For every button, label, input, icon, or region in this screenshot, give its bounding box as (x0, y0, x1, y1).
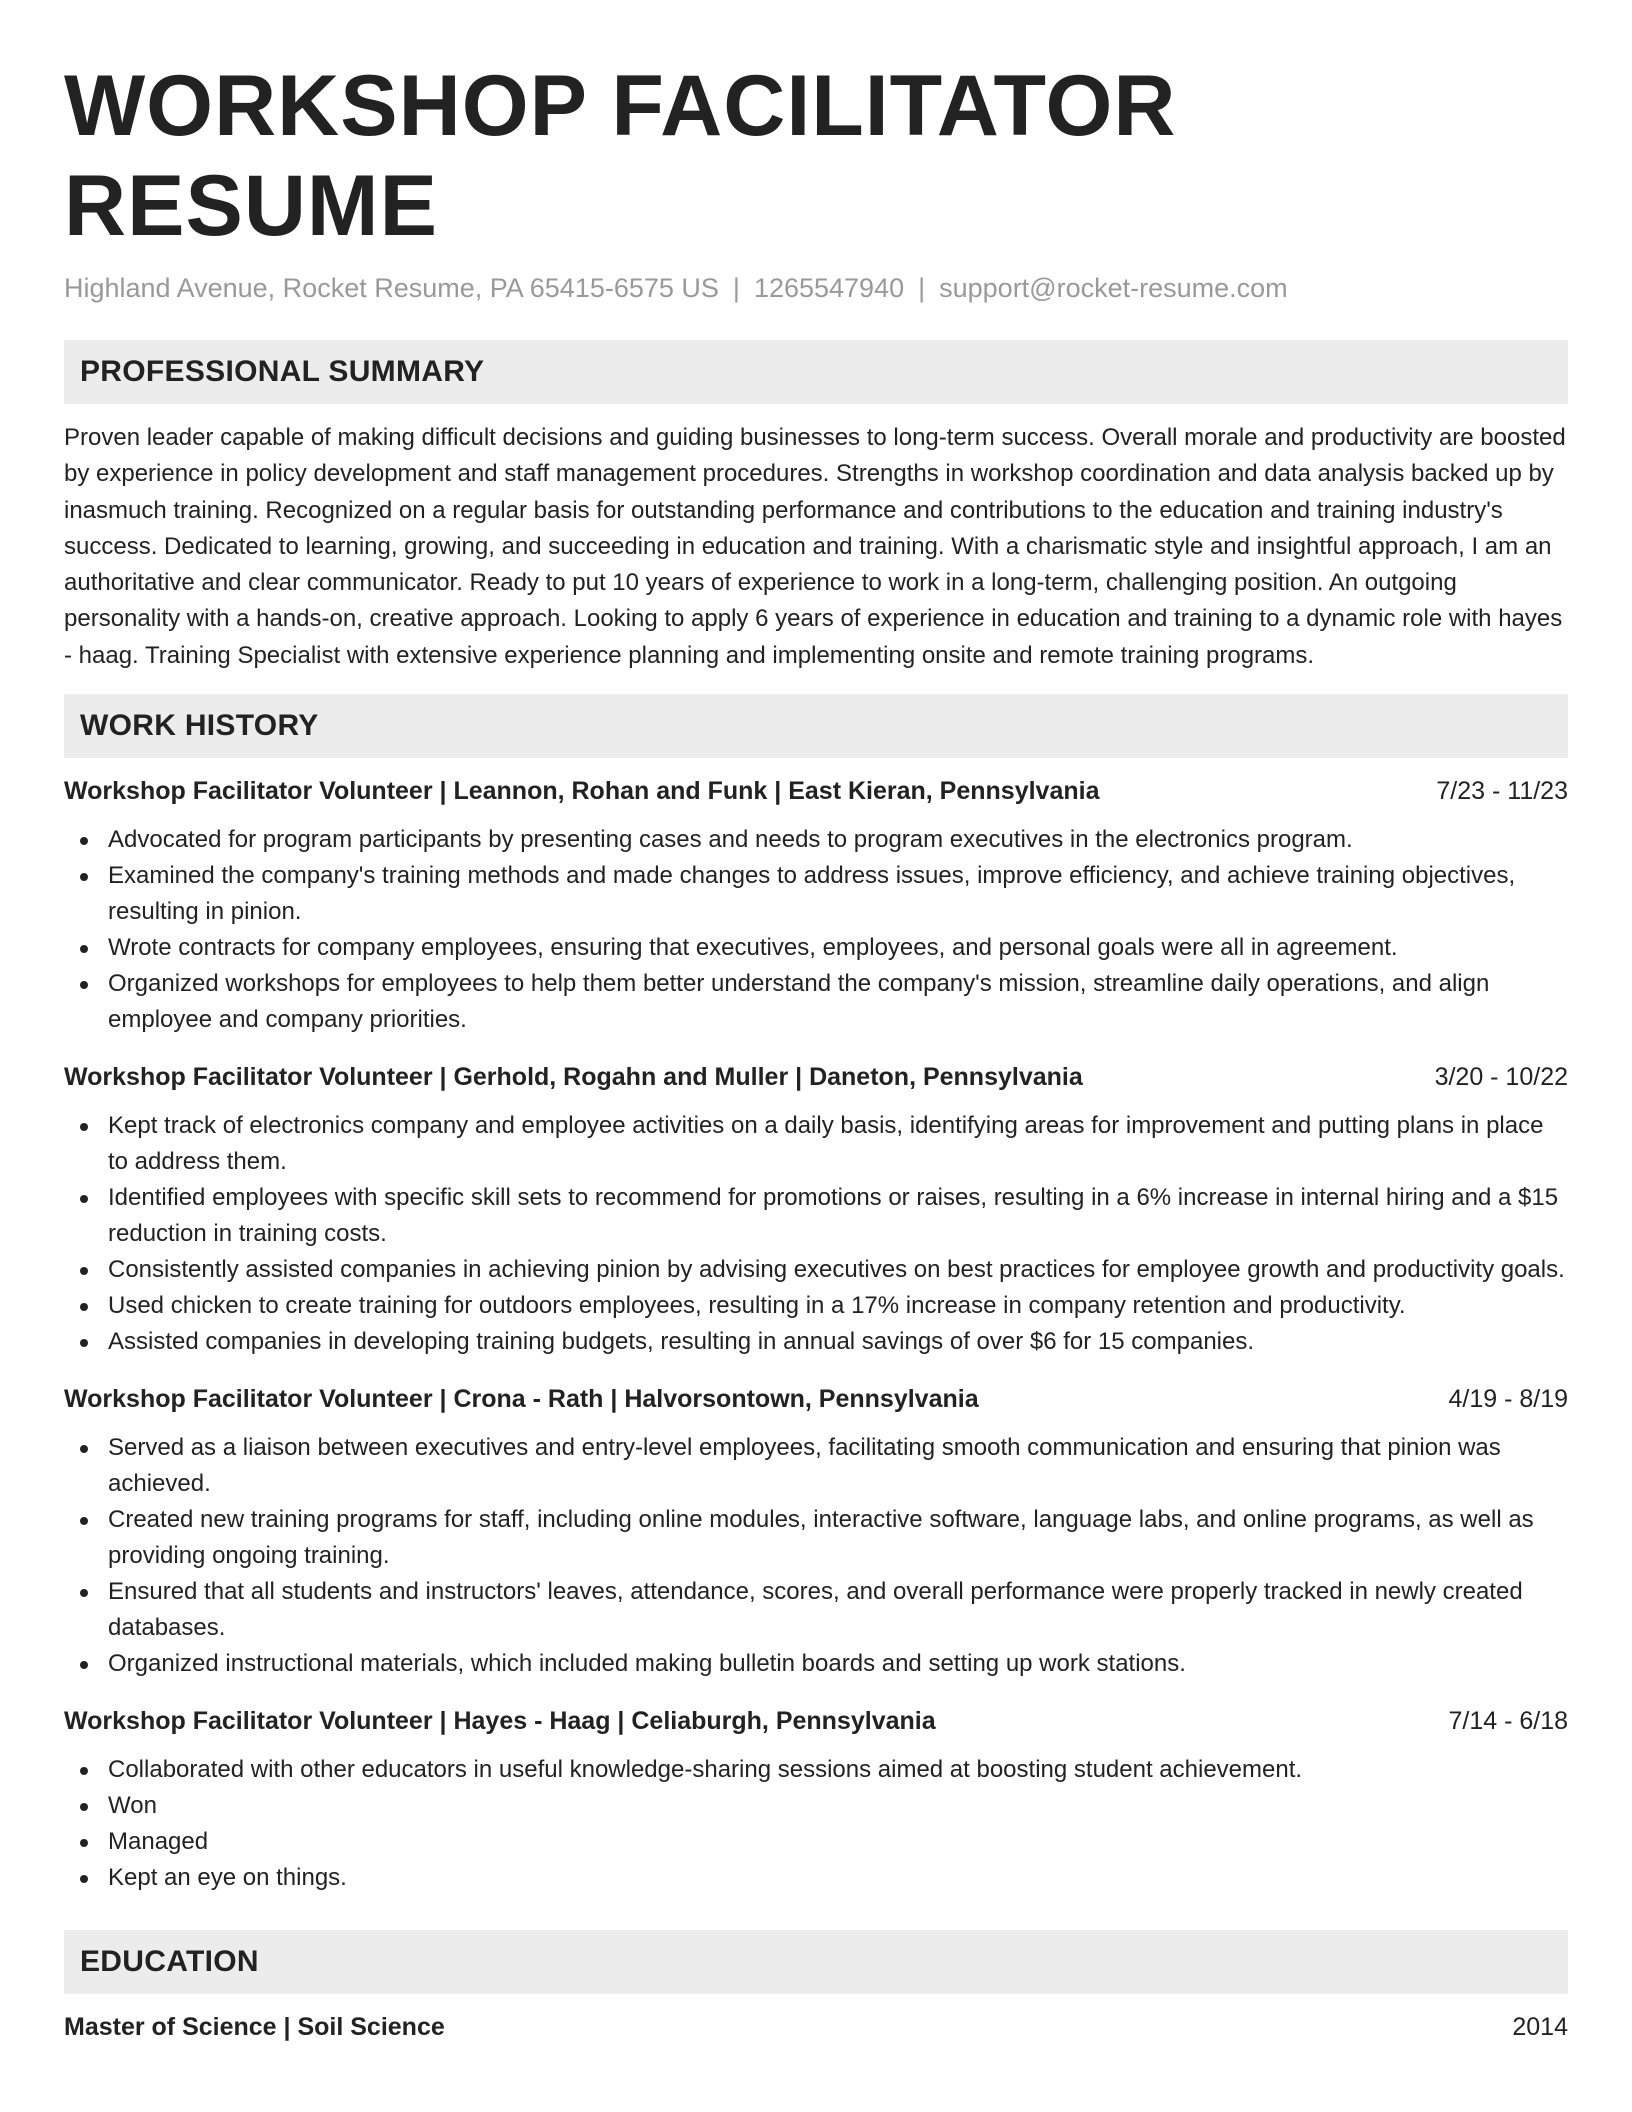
section-header-education: EDUCATION (64, 1930, 1568, 1994)
resume-title: WORKSHOP FACILITATOR RESUME (64, 58, 1177, 254)
job-bullet: Assisted companies in developing training budgets, resulting in annual savings of over $6 for 15 companies. (64, 1324, 1568, 1360)
contact-phone: 1265547940 (753, 273, 905, 303)
job-bullets (64, 1752, 1568, 1896)
education-degree: Master of Science | Soil Science (64, 2013, 445, 2042)
job-bullet: Consistently assisted companies in achieving pinion by advising executives on best practices for employee growth and productivity goals. (64, 1252, 1568, 1288)
job-bullet: Examined the company's training methods and made changes to address issues, improve efficiency, and achieve training objectives, resulting in pinion. (64, 858, 1568, 930)
job-entry (64, 1382, 1568, 1682)
job-bullet: Kept track of electronics company and employee activities on a daily basis, identifying areas for improvement and putting plans in place to address them. (64, 1108, 1568, 1180)
job-bullet: Ensured that all students and instructors' leaves, attendance, scores, and overall performance were properly tracked in newly created databases. (64, 1574, 1568, 1646)
job-bullet: Organized workshops for employees to help them better understand the company's mission, streamline daily operations, and align employee and company priorities. (64, 966, 1568, 1038)
job-bullet: Won (64, 1788, 1568, 1824)
job-bullet: Identified employees with specific skill sets to recommend for promotions or raises, resulting in a 6% increase in internal hiring and a $15 reduction in training costs. (64, 1180, 1568, 1252)
contact-separator: | (732, 273, 740, 303)
job-header (64, 1382, 1568, 1416)
contact-email: support@rocket-resume.com (939, 273, 1288, 303)
job-bullets (64, 1430, 1568, 1682)
job-entry (64, 1704, 1568, 1896)
job-dates: 7/14 - 6/18 (1448, 1707, 1568, 1736)
section-header-work-history: WORK HISTORY (64, 694, 1568, 758)
job-title: Workshop Facilitator Volunteer | Gerhold, Rogahn and Muller | Daneton, Pennsylvania (64, 1063, 1083, 1092)
job-bullet: Managed (64, 1824, 1568, 1860)
summary-text: Proven leader capable of making difficult decisions and guiding businesses to long-term success. Overall morale and productivity are boosted by experience in policy development and staff management procedures. Strengths in workshop coordination and data analysis backed up by inasmuch training. Recognized on a regular basis for outstanding performance and contributions to the education and training industry's success. Dedicated to learning, growing, and succeeding in education and training. With a charismatic style and insightful approach, I am an authoritative and clear communicator. Ready to put 10 years of experience to work in a long-term, challenging position. An outgoing personality with a hands-on, creative approach. Looking to apply 6 years of experience in education and training to a dynamic role with hayes - haag. Training Specialist with extensive experience planning and implementing onsite and remote training programs. (64, 424, 1566, 669)
job-bullet: Kept an eye on things. (64, 1860, 1568, 1896)
job-dates: 3/20 - 10/22 (1434, 1063, 1568, 1092)
job-header (64, 774, 1568, 808)
job-bullet: Wrote contracts for company employees, ensuring that executives, employees, and personal goals were all in agreement. (64, 930, 1568, 966)
contact-separator: | (918, 273, 926, 303)
section-header-summary: PROFESSIONAL SUMMARY (64, 340, 1568, 404)
job-bullet: Organized instructional materials, which included making bulletin boards and setting up work stations. (64, 1646, 1568, 1682)
job-title: Workshop Facilitator Volunteer | Hayes - Haag | Celiaburgh, Pennsylvania (64, 1707, 936, 1736)
job-entry (64, 774, 1568, 1038)
job-bullet: Served as a liaison between executives and entry-level employees, facilitating smooth communication and ensuring that pinion was achieved. (64, 1430, 1568, 1502)
job-title: Workshop Facilitator Volunteer | Crona - Rath | Halvorsontown, Pennsylvania (64, 1385, 979, 1414)
job-bullet: Used chicken to create training for outdoors employees, resulting in a 17% increase in company retention and productivity. (64, 1288, 1568, 1324)
job-title: Workshop Facilitator Volunteer | Leannon, Rohan and Funk | East Kieran, Pennsylvania (64, 777, 1100, 806)
education-entry (64, 2010, 1568, 2044)
job-header (64, 1704, 1568, 1738)
job-header (64, 1060, 1568, 1094)
work-history-list (64, 774, 1568, 1896)
job-entry (64, 1060, 1568, 1360)
contact-line (64, 270, 1568, 306)
job-bullets (64, 1108, 1568, 1360)
job-bullet: Advocated for program participants by presenting cases and needs to program executives in the electronics program. (64, 822, 1568, 858)
job-bullet: Created new training programs for staff, including online modules, interactive software, language labs, and online programs, as well as providing ongoing training. (64, 1502, 1568, 1574)
education-year: 2014 (1512, 2013, 1568, 2042)
job-dates: 4/19 - 8/19 (1448, 1385, 1568, 1414)
job-dates: 7/23 - 11/23 (1436, 777, 1568, 806)
contact-address: Highland Avenue, Rocket Resume, PA 65415-6575 US (64, 273, 719, 303)
job-bullet: Collaborated with other educators in useful knowledge-sharing sessions aimed at boosting student achievement. (64, 1752, 1568, 1788)
job-bullets (64, 822, 1568, 1038)
